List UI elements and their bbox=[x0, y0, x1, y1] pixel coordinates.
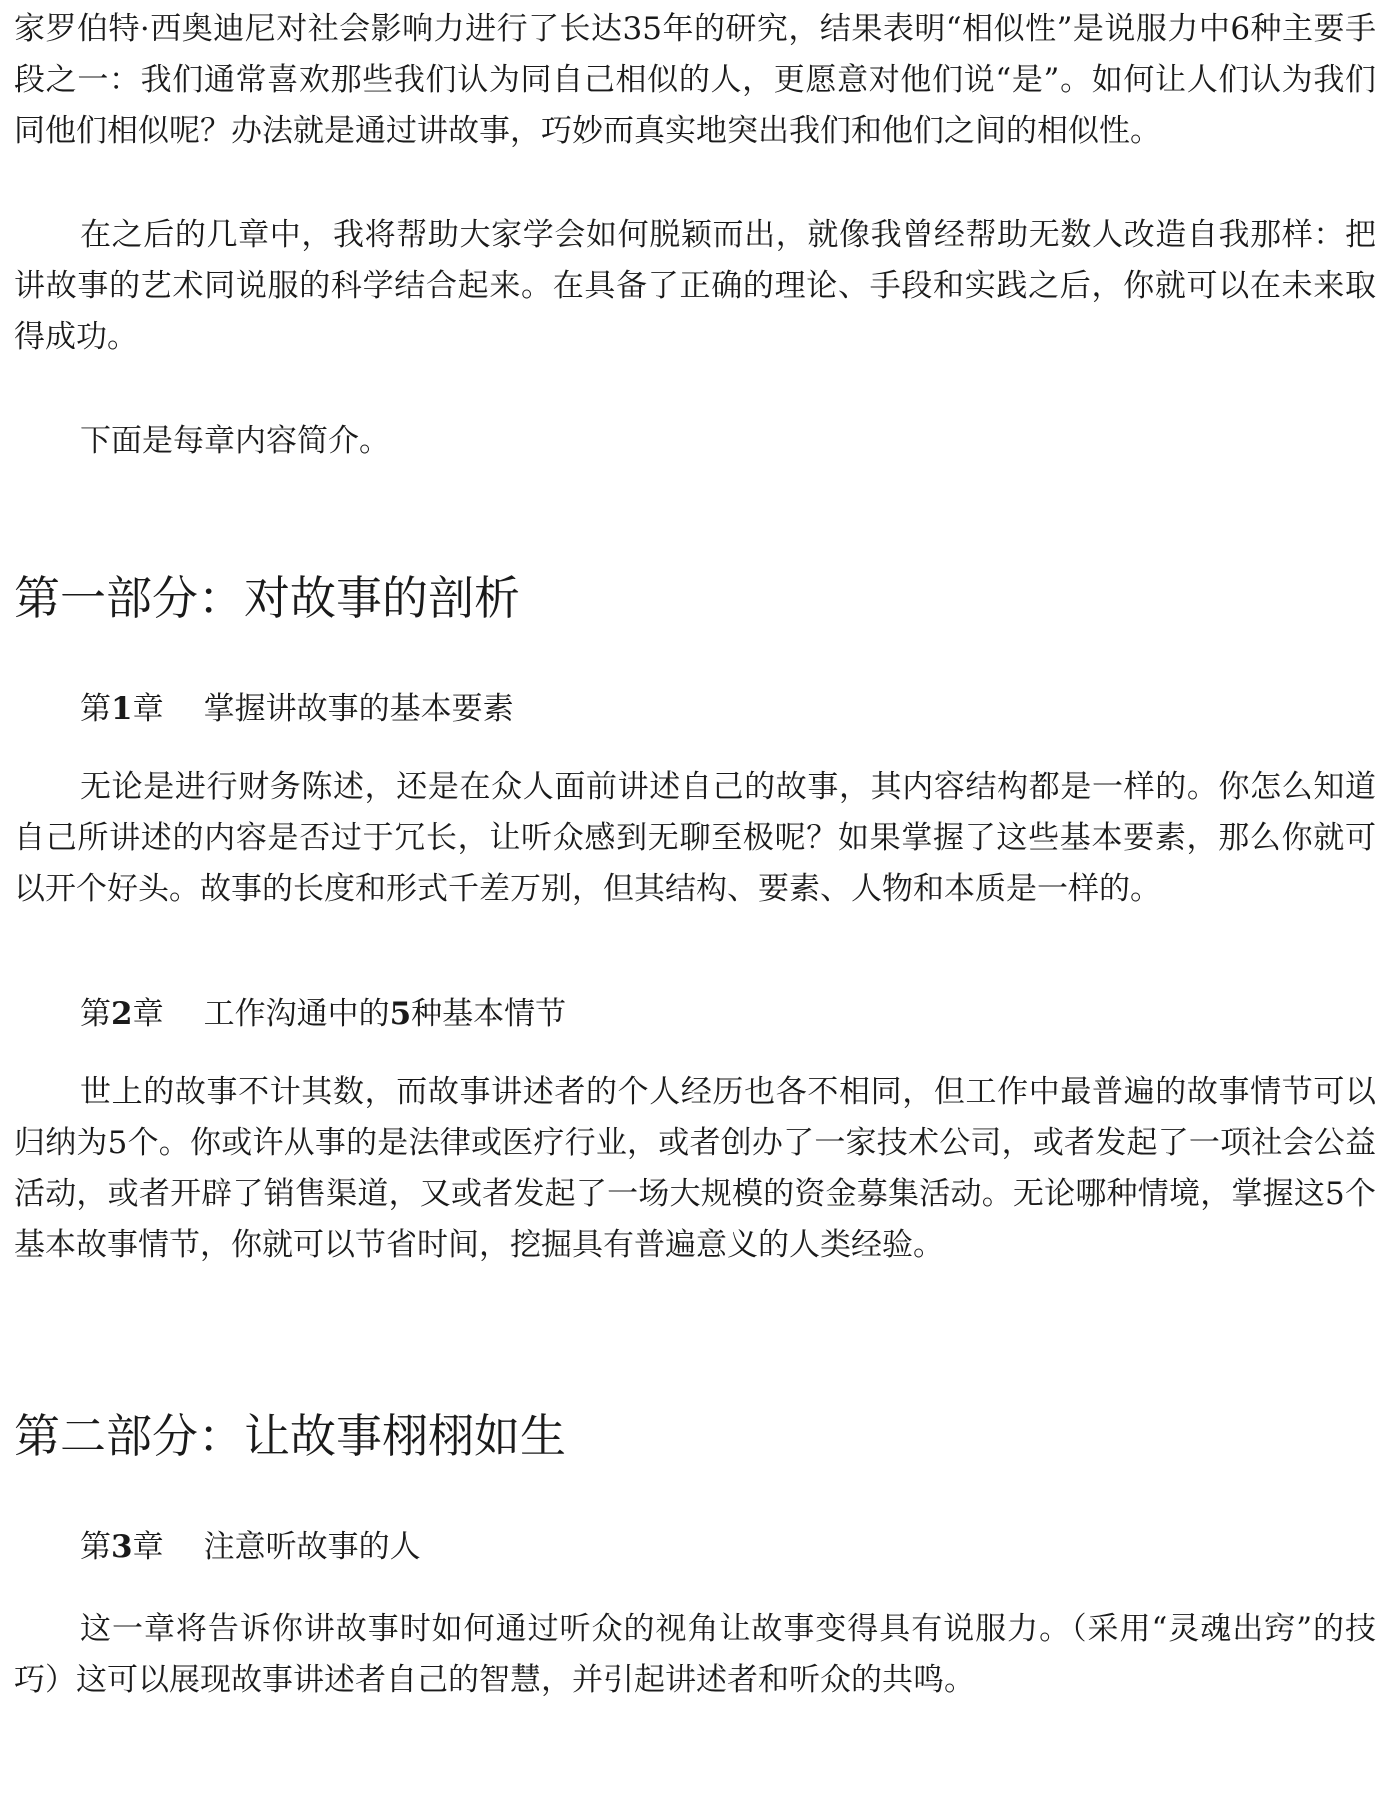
chapter-1-prefix: 第 bbox=[80, 691, 111, 727]
chapter-2-title-post: 种基本情节 bbox=[411, 996, 567, 1032]
chapter-2-suffix: 章 bbox=[132, 996, 164, 1032]
part-one-heading: 第一部分：对故事的剖析 bbox=[14, 571, 520, 625]
intro-paragraph-3: 下面是每章内容简介。 bbox=[80, 423, 390, 459]
part-two-heading: 第二部分：让故事栩栩如生 bbox=[14, 1409, 566, 1463]
chapter-2-prefix: 第 bbox=[80, 996, 111, 1032]
chapter-3-suffix: 章 bbox=[132, 1529, 164, 1565]
chapter-1-title: 掌握讲故事的基本要素 bbox=[203, 691, 514, 727]
chapter-1-suffix: 章 bbox=[132, 691, 164, 727]
chapter-3-title: 注意听故事的人 bbox=[203, 1529, 421, 1565]
intro-paragraph-2: 在之后的几章中，我将帮助大家学会如何脱颖而出，就像我曾经帮助无数人改造自我那样：把讲故事的艺术同说服的科学结合起来。在具备了正确的理论、手段和实践之后，你就可以在未来取得成功。 bbox=[14, 217, 1376, 355]
chapter-1-summary: 无论是进行财务陈述，还是在众人面前讲述自己的故事，其内容结构都是一样的。你怎么知道自己所讲述的内容是否过于冗长，让听众感到无聊至极呢？如果掌握了这些基本要素，那么你就可以开个好头。故事的长度和形式千差万别，但其结构、要素、人物和本质是一样的。 bbox=[14, 769, 1376, 907]
chapter-1-heading bbox=[14, 684, 514, 735]
chapter-3-number: 3 bbox=[111, 1529, 133, 1565]
chapter-3-prefix: 第 bbox=[80, 1529, 111, 1565]
intro-paragraph-1: 家罗伯特·西奥迪尼对社会影响力进行了长达35年的研究，结果表明“相似性”是说服力中6种主要手段之一：我们通常喜欢那些我们认为同自己相似的人，更愿意对他们说“是”。如何让人们认为我们同他们相似呢？办法就是通过讲故事，巧妙而真实地突出我们和他们之间的相似性。 bbox=[14, 11, 1376, 149]
chapter-2-heading bbox=[14, 989, 566, 1040]
chapter-2-title-number: 5 bbox=[389, 996, 412, 1032]
chapter-1-number: 1 bbox=[111, 691, 133, 727]
chapter-2-title-pre: 工作沟通中的 bbox=[203, 996, 390, 1032]
chapter-2-summary: 世上的故事不计其数，而故事讲述者的个人经历也各不相同，但工作中最普遍的故事情节可以归纳为5个。你或许从事的是法律或医疗行业，或者创办了一家技术公司，或者发起了一项社会公益活动，或者开辟了销售渠道，又或者发起了一场大规模的资金募集活动。无论哪种情境，掌握这5个基本故事情节，你就可以节省时间，挖掘具有普遍意义的人类经验。 bbox=[14, 1074, 1376, 1263]
chapter-3-summary: 这一章将告诉你讲故事时如何通过听众的视角让故事变得具有说服力。（采用“灵魂出窍”的技巧）这可以展现故事讲述者自己的智慧，并引起讲述者和听众的共鸣。 bbox=[14, 1611, 1376, 1698]
chapter-3-heading bbox=[14, 1522, 421, 1573]
chapter-2-number: 2 bbox=[111, 996, 133, 1032]
